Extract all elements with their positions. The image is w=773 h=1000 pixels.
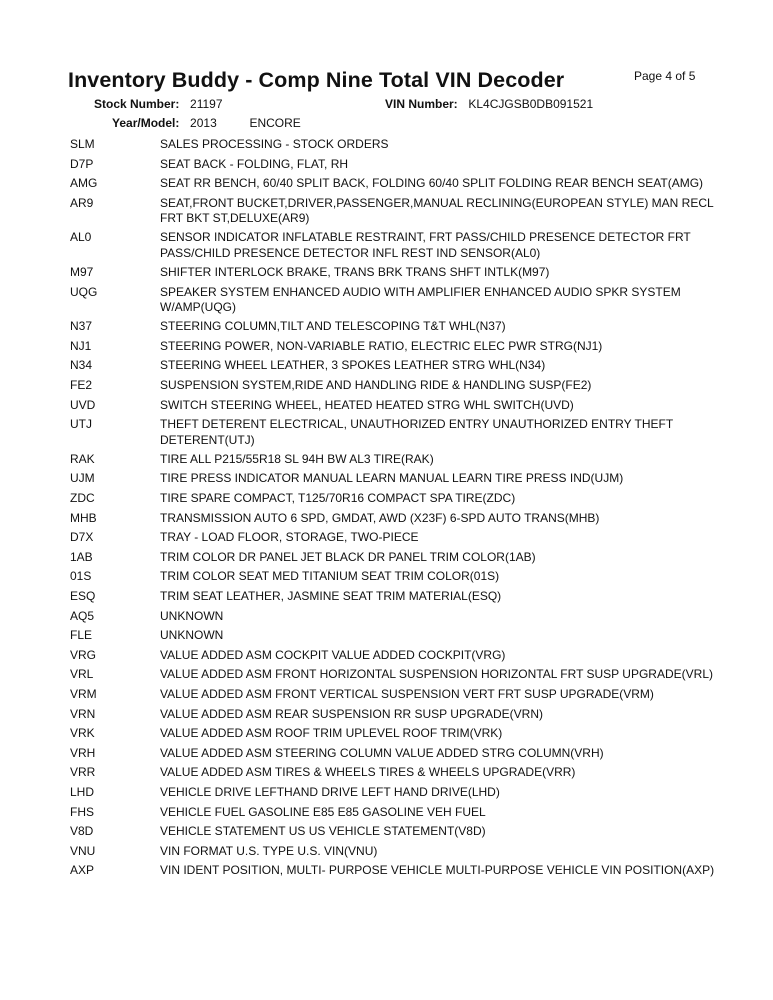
option-description: UNKNOWN xyxy=(160,608,224,623)
option-code: VRM xyxy=(70,687,97,701)
option-description: SENSOR INDICATOR INFLATABLE RESTRAINT, FRT PASS/CHILD PRESENCE DETECTOR FRT PASS/CHILD PRESENCE DETECTOR INFL REST IND SENSOR(AL0) xyxy=(160,230,691,260)
year-model-label: Year/Model: xyxy=(112,116,180,130)
option-description: SWITCH STEERING WHEEL, HEATED HEATED STRG WHL SWITCH(UVD) xyxy=(160,397,574,412)
option-description: SHIFTER INTERLOCK BRAKE, TRANS BRK TRANS SHFT INTLK(M97) xyxy=(160,265,550,279)
vin-number xyxy=(385,97,593,111)
option-description: TRIM COLOR DR PANEL JET BLACK DR PANEL TRIM COLOR(1AB) xyxy=(160,549,536,564)
option-code: M97 xyxy=(70,265,94,279)
option-code: UQG xyxy=(70,284,98,299)
option-description: VIN IDENT POSITION, MULTI- PURPOSE VEHICLE MULTI-PURPOSE VEHICLE VIN POSITION(AXP) xyxy=(160,863,715,878)
option-code: UVD xyxy=(70,397,96,412)
option-description: SPEAKER SYSTEM ENHANCED AUDIO WITH AMPLIFIER ENHANCED AUDIO SPKR SYSTEM W/AMP(UQG) xyxy=(160,284,681,315)
option-row xyxy=(70,844,720,860)
stock-number xyxy=(94,97,223,111)
option-row xyxy=(70,285,720,316)
option-row xyxy=(70,765,720,781)
option-description: THEFT DETERENT ELECTRICAL, UNAUTHORIZED ENTRY UNAUTHORIZED ENTRY THEFT DETERENT(UTJ) xyxy=(160,417,673,447)
option-row xyxy=(70,358,720,374)
option-row xyxy=(70,491,720,507)
option-code: VNU xyxy=(70,843,96,858)
option-row xyxy=(70,550,720,566)
option-code: 1AB xyxy=(70,549,93,564)
option-row xyxy=(70,628,720,644)
option-code: UTJ xyxy=(70,417,92,432)
option-description: SALES PROCESSING - STOCK ORDERS xyxy=(160,137,389,151)
option-row xyxy=(70,511,720,527)
year-value: 2013 xyxy=(190,116,217,130)
option-description: TRAY - LOAD FLOOR, STORAGE, TWO-PIECE xyxy=(160,530,419,545)
model-value: ENCORE xyxy=(249,116,301,130)
option-row xyxy=(70,417,720,448)
option-row xyxy=(70,137,720,153)
option-description: SUSPENSION SYSTEM,RIDE AND HANDLING RIDE & HANDLING SUSP(FE2) xyxy=(160,378,592,392)
option-row xyxy=(70,398,720,414)
option-row xyxy=(70,589,720,605)
option-description: TIRE SPARE COMPACT, T125/70R16 COMPACT SPA TIRE(ZDC) xyxy=(160,491,516,505)
option-code: N37 xyxy=(70,319,93,334)
option-row xyxy=(70,805,720,821)
option-row xyxy=(70,378,720,394)
option-row xyxy=(70,569,720,585)
option-row xyxy=(70,667,720,683)
option-row xyxy=(70,785,720,801)
option-row xyxy=(70,530,720,546)
option-code: UJM xyxy=(70,471,95,486)
option-description: VALUE ADDED ASM ROOF TRIM UPLEVEL ROOF TRIM(VRK) xyxy=(160,726,503,741)
year-model xyxy=(112,116,301,130)
option-description: VALUE ADDED ASM FRONT HORIZONTAL SUSPENSION HORIZONTAL FRT SUSP UPGRADE(VRL) xyxy=(160,667,713,682)
vin-number-label: VIN Number: xyxy=(385,97,458,111)
option-row xyxy=(70,726,720,742)
option-code: FLE xyxy=(70,628,93,643)
option-row xyxy=(70,230,720,261)
option-description: TRIM COLOR SEAT MED TITANIUM SEAT TRIM COLOR(01S) xyxy=(160,569,500,584)
option-description: VEHICLE FUEL GASOLINE E85 E85 GASOLINE VEH FUEL xyxy=(160,804,486,819)
option-row xyxy=(70,648,720,664)
option-code: D7P xyxy=(70,156,94,171)
option-row xyxy=(70,196,720,227)
page-title: Inventory Buddy - Comp Nine Total VIN Decoder xyxy=(68,68,565,92)
option-code: VRH xyxy=(70,745,96,760)
option-description: UNKNOWN xyxy=(160,628,224,643)
option-code: ZDC xyxy=(70,491,95,505)
option-row xyxy=(70,707,720,723)
option-description: TIRE PRESS INDICATOR MANUAL LEARN MANUAL LEARN TIRE PRESS IND(UJM) xyxy=(160,471,624,486)
option-code: VRN xyxy=(70,706,96,721)
option-description: STEERING WHEEL LEATHER, 3 SPOKES LEATHER STRG WHL(N34) xyxy=(160,358,546,373)
option-code: V8D xyxy=(70,824,94,839)
stock-number-value: 21197 xyxy=(190,97,223,111)
option-row xyxy=(70,746,720,762)
option-code: VRG xyxy=(70,647,97,662)
option-description: TRANSMISSION AUTO 6 SPD, GMDAT, AWD (X23F) 6-SPD AUTO TRANS(MHB) xyxy=(160,510,600,525)
option-code: LHD xyxy=(70,785,95,799)
option-description: VALUE ADDED ASM STEERING COLUMN VALUE ADDED STRG COLUMN(VRH) xyxy=(160,745,604,760)
option-row xyxy=(70,687,720,703)
option-code: AQ5 xyxy=(70,608,95,623)
option-code: SLM xyxy=(70,137,95,151)
option-code: AXP xyxy=(70,863,95,878)
option-row xyxy=(70,863,720,879)
option-description: SEAT BACK - FOLDING, FLAT, RH xyxy=(160,156,349,171)
option-row xyxy=(70,824,720,840)
option-description: VALUE ADDED ASM FRONT VERTICAL SUSPENSION VERT FRT SUSP UPGRADE(VRM) xyxy=(160,687,654,701)
option-description: TIRE ALL P215/55R18 SL 94H BW AL3 TIRE(RAK) xyxy=(160,451,434,466)
option-code: VRR xyxy=(70,765,96,780)
option-description: STEERING POWER, NON-VARIABLE RATIO, ELECTRIC ELEC PWR STRG(NJ1) xyxy=(160,338,603,353)
stock-number-label: Stock Number: xyxy=(94,97,180,111)
option-row xyxy=(70,157,720,173)
option-code: RAK xyxy=(70,451,95,466)
option-description: VEHICLE STATEMENT US US VEHICLE STATEMENT(V8D) xyxy=(160,824,486,839)
option-code: D7X xyxy=(70,530,94,545)
option-code: MHB xyxy=(70,510,97,525)
option-code: AR9 xyxy=(70,195,94,210)
option-row xyxy=(70,452,720,468)
option-code: AL0 xyxy=(70,230,92,245)
page-number: Page 4 of 5 xyxy=(634,69,696,83)
option-code: AMG xyxy=(70,176,98,191)
option-description: SEAT RR BENCH, 60/40 SPLIT BACK, FOLDING 60/40 SPLIT FOLDING REAR BENCH SEAT(AMG) xyxy=(160,176,704,191)
option-row xyxy=(70,609,720,625)
option-code: NJ1 xyxy=(70,338,92,353)
option-code: FE2 xyxy=(70,378,93,392)
option-code: ESQ xyxy=(70,589,96,603)
option-description: VIN FORMAT U.S. TYPE U.S. VIN(VNU) xyxy=(160,843,378,858)
option-code: N34 xyxy=(70,358,93,373)
option-description: TRIM SEAT LEATHER, JASMINE SEAT TRIM MATERIAL(ESQ) xyxy=(160,589,502,603)
option-description: STEERING COLUMN,TILT AND TELESCOPING T&T WHL(N37) xyxy=(160,319,506,334)
option-description: VALUE ADDED ASM TIRES & WHEELS TIRES & WHEELS UPGRADE(VRR) xyxy=(160,765,576,780)
option-code: 01S xyxy=(70,569,92,584)
option-row xyxy=(70,319,720,335)
option-row xyxy=(70,339,720,355)
option-code: VRL xyxy=(70,667,94,682)
option-code: FHS xyxy=(70,804,94,819)
option-row xyxy=(70,471,720,487)
option-description: VALUE ADDED ASM COCKPIT VALUE ADDED COCKPIT(VRG) xyxy=(160,647,506,662)
option-description: VALUE ADDED ASM REAR SUSPENSION RR SUSP UPGRADE(VRN) xyxy=(160,706,543,721)
option-row xyxy=(70,176,720,192)
option-row xyxy=(70,265,720,281)
option-code: VRK xyxy=(70,726,95,741)
option-description: VEHICLE DRIVE LEFTHAND DRIVE LEFT HAND DRIVE(LHD) xyxy=(160,785,500,799)
option-description: SEAT,FRONT BUCKET,DRIVER,PASSENGER,MANUAL RECLINING(EUROPEAN STYLE) MAN RECL FRT BKT ST,DELUXE(AR9) xyxy=(160,195,714,226)
vin-number-value: KL4CJGSB0DB091521 xyxy=(468,97,594,111)
